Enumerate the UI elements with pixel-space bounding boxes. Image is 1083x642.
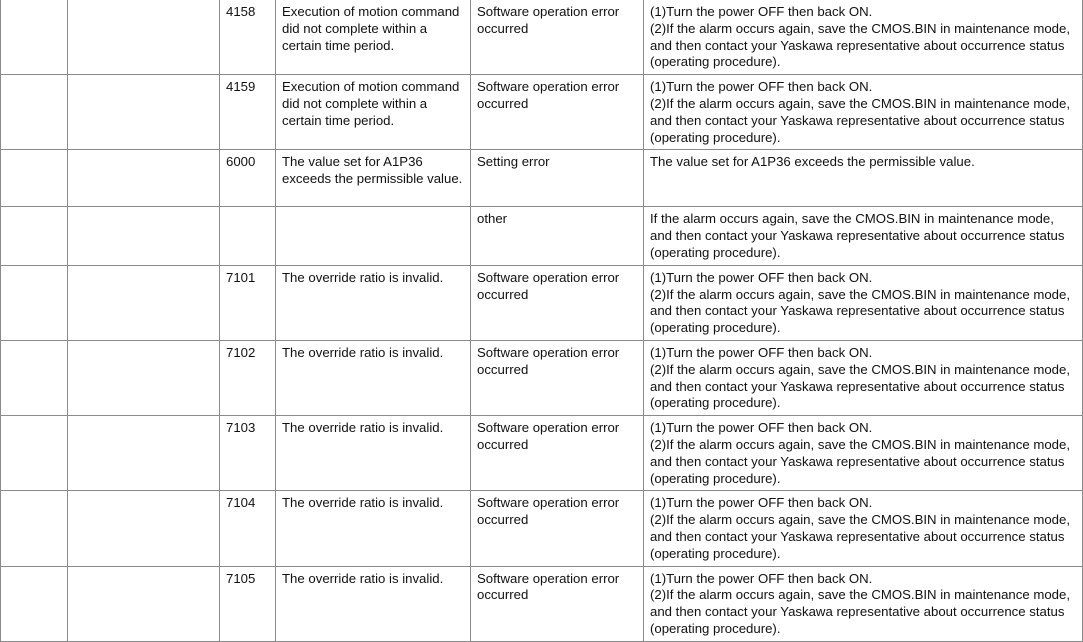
remedy-line: (1)Turn the power OFF then back ON.: [650, 4, 873, 19]
cause-cell: Software operation error occurred: [471, 0, 644, 75]
sub-code-cell: 7104: [220, 491, 276, 566]
sub-code-cell: 4159: [220, 75, 276, 150]
alarm-name-cell: [68, 0, 220, 75]
table-row: [1, 75, 1083, 150]
alarm-number-cell: [1, 0, 68, 75]
table-row: [1, 416, 1083, 491]
sub-code-cell: 7105: [220, 566, 276, 641]
alarm-name-cell: [68, 491, 220, 566]
remedy-line: (1)Turn the power OFF then back ON.: [650, 269, 873, 285]
alarm-number-cell: [1, 416, 68, 491]
meaning-cell: The override ratio is invalid.: [276, 416, 471, 491]
remedy-line: (1)Turn the power OFF then back ON.: [650, 79, 873, 95]
table-row: [1, 265, 1083, 340]
remedy-cell: [644, 265, 1083, 340]
remedy-cell: [644, 150, 1083, 207]
sub-code-cell: 7101: [220, 265, 276, 340]
table-row: [1, 150, 1083, 207]
remedy-line: The value set for A1P36 exceeds the permissible value.: [650, 154, 975, 170]
cause-cell: Software operation error occurred: [471, 416, 644, 491]
table-row: [1, 491, 1083, 566]
alarm-number-cell: [1, 566, 68, 641]
remedy-cell: [644, 0, 1083, 75]
alarm-number-cell: [1, 207, 68, 265]
remedy-line: (2)If the alarm occurs again, save the CMOS.BIN in maintenance mode, and then contact your Yaskawa representative about occurrence status (operating procedure).: [650, 512, 1070, 561]
meaning-cell: Execution of motion command did not complete within a certain time period.: [276, 75, 471, 150]
table-row: [1, 340, 1083, 415]
remedy-cell: [644, 207, 1083, 265]
alarm-name-cell: [68, 265, 220, 340]
alarm-number-cell: [1, 150, 68, 207]
meaning-cell: Execution of motion command did not complete within a certain time period.: [276, 0, 471, 75]
cause-cell: Setting error: [471, 150, 644, 207]
cause-cell: Software operation error occurred: [471, 75, 644, 150]
cause-cell: other: [471, 207, 644, 265]
alarm-name-cell: [68, 150, 220, 207]
alarm-number-cell: [1, 75, 68, 150]
remedy-line: If the alarm occurs again, save the CMOS.BIN in maintenance mode, and then contact your Yaskawa representative about occurrence status (operating procedure).: [650, 211, 1065, 260]
cause-cell: Software operation error occurred: [471, 340, 644, 415]
alarm-number-cell: [1, 340, 68, 415]
alarm-number-cell: [1, 491, 68, 566]
sub-code-cell: 6000: [220, 150, 276, 207]
table-row: [1, 566, 1083, 641]
remedy-line: (1)Turn the power OFF then back ON.: [650, 420, 873, 436]
remedy-line: (1)Turn the power OFF then back ON.: [650, 495, 873, 511]
alarm-number-cell: [1, 265, 68, 340]
alarm-name-cell: [68, 75, 220, 150]
remedy-line: (2)If the alarm occurs again, save the CMOS.BIN in maintenance mode, and then contact your Yaskawa representative about occurrence status (operating procedure).: [650, 587, 1070, 636]
alarm-table-body: [1, 0, 1083, 641]
table-row: [1, 207, 1083, 265]
remedy-line: (2)If the alarm occurs again, save the CMOS.BIN in maintenance mode, and then contact your Yaskawa representative about occurrence status (operating procedure).: [650, 436, 1070, 486]
remedy-line: (1)Turn the power OFF then back ON.: [650, 344, 873, 360]
sub-code-cell: 7103: [220, 416, 276, 491]
meaning-cell: The override ratio is invalid.: [276, 491, 471, 566]
sub-code-cell: 7102: [220, 340, 276, 415]
cause-cell: Software operation error occurred: [471, 566, 644, 641]
sub-code-cell: 4158: [220, 0, 276, 75]
cause-cell: Software operation error occurred: [471, 265, 644, 340]
remedy-cell: [644, 491, 1083, 566]
remedy-line: (2)If the alarm occurs again, save the CMOS.BIN in maintenance mode, and then contact your Yaskawa representative about occurrence status (operating procedure).: [650, 286, 1070, 336]
meaning-cell: The override ratio is invalid.: [276, 566, 471, 641]
cause-cell: Software operation error occurred: [471, 491, 644, 566]
meaning-cell: The override ratio is invalid.: [276, 340, 471, 415]
alarm-name-cell: [68, 340, 220, 415]
meaning-cell: The value set for A1P36 exceeds the permissible value.: [276, 150, 471, 207]
remedy-line: (2)If the alarm occurs again, save the CMOS.BIN in maintenance mode, and then contact your Yaskawa representative about occurrence status (operating procedure).: [650, 95, 1070, 145]
alarm-name-cell: [68, 416, 220, 491]
remedy-cell: [644, 416, 1083, 491]
remedy-line: (1)Turn the power OFF then back ON.: [650, 570, 873, 586]
meaning-cell: The override ratio is invalid.: [276, 265, 471, 340]
alarm-name-cell: [68, 207, 220, 265]
alarm-name-cell: [68, 566, 220, 641]
remedy-cell: [644, 340, 1083, 415]
meaning-cell: [276, 207, 471, 265]
remedy-line: (2)If the alarm occurs again, save the CMOS.BIN in maintenance mode, and then contact your Yaskawa representative about occurrence status (operating procedure).: [650, 361, 1070, 411]
remedy-cell: [644, 566, 1083, 641]
remedy-line: (2)If the alarm occurs again, save the CMOS.BIN in maintenance mode, and then contact your Yaskawa representative about occurrence status (operating procedure).: [650, 20, 1070, 70]
sub-code-cell: [220, 207, 276, 265]
remedy-cell: [644, 75, 1083, 150]
table-row: [1, 0, 1083, 75]
